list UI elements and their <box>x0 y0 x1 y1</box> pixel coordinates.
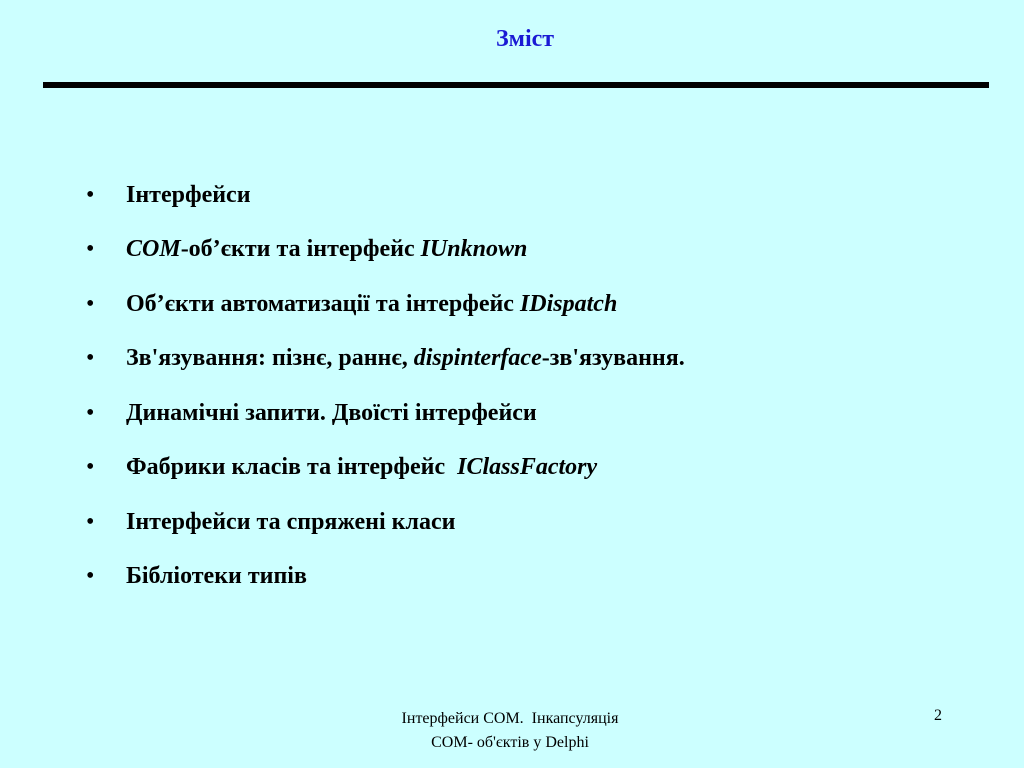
list-item <box>86 550 685 605</box>
text-run: -об’єкти та інтерфейс <box>180 236 421 263</box>
text-run: IDispatch <box>519 290 618 317</box>
list-item <box>86 168 685 223</box>
list-item-text <box>126 236 527 263</box>
text-run: Фабрики класів та інтерфейс <box>126 454 458 481</box>
text-run: IUnknown <box>420 236 528 263</box>
bullet-icon: • <box>86 345 95 372</box>
footer-line: Інтерфейси COM. Інкапсуляція <box>401 710 619 727</box>
bullet-icon: • <box>86 236 95 263</box>
list-item <box>86 441 685 496</box>
text-run: dispinterface <box>413 345 542 372</box>
text-run: -зв'язування. <box>541 345 685 372</box>
text-run: Інтерфейси та спряжені класи <box>126 508 456 535</box>
footer-line: COM- об'єктів у Delphi <box>431 734 589 751</box>
bullet-icon: • <box>86 181 95 208</box>
text-run: Бібліотеки типів <box>126 563 307 590</box>
text-run: Динамічні запити. Двоїсті інтерфейси <box>126 399 537 426</box>
title-divider <box>43 82 989 88</box>
slide-title: Зміст <box>495 26 555 52</box>
text-run: IClassFactory <box>457 454 598 481</box>
list-item-text <box>126 509 455 536</box>
text-run: COM <box>126 236 181 263</box>
text-run: Об’єкти автоматизації та інтерфейс <box>126 290 520 317</box>
list-item <box>86 495 685 550</box>
page-number: 2 <box>934 707 942 724</box>
bullet-icon: • <box>86 454 95 481</box>
list-item-text <box>126 345 685 372</box>
bullet-icon: • <box>86 563 95 590</box>
list-item-text <box>126 454 597 481</box>
list-item <box>86 223 685 278</box>
bullet-icon: • <box>86 399 95 426</box>
list-item-text <box>126 182 251 209</box>
text-run: Інтерфейси <box>126 181 251 208</box>
list-item-text <box>126 563 307 590</box>
contents-list <box>86 168 685 604</box>
footer-caption <box>360 707 660 755</box>
text-run: Зв'язування: пізнє, раннє, <box>126 345 414 372</box>
list-item <box>86 332 685 387</box>
bullet-icon: • <box>86 508 95 535</box>
list-item <box>86 277 685 332</box>
list-item <box>86 386 685 441</box>
bullet-icon: • <box>86 290 95 317</box>
list-item-text <box>126 400 537 427</box>
list-item-text <box>126 291 617 318</box>
